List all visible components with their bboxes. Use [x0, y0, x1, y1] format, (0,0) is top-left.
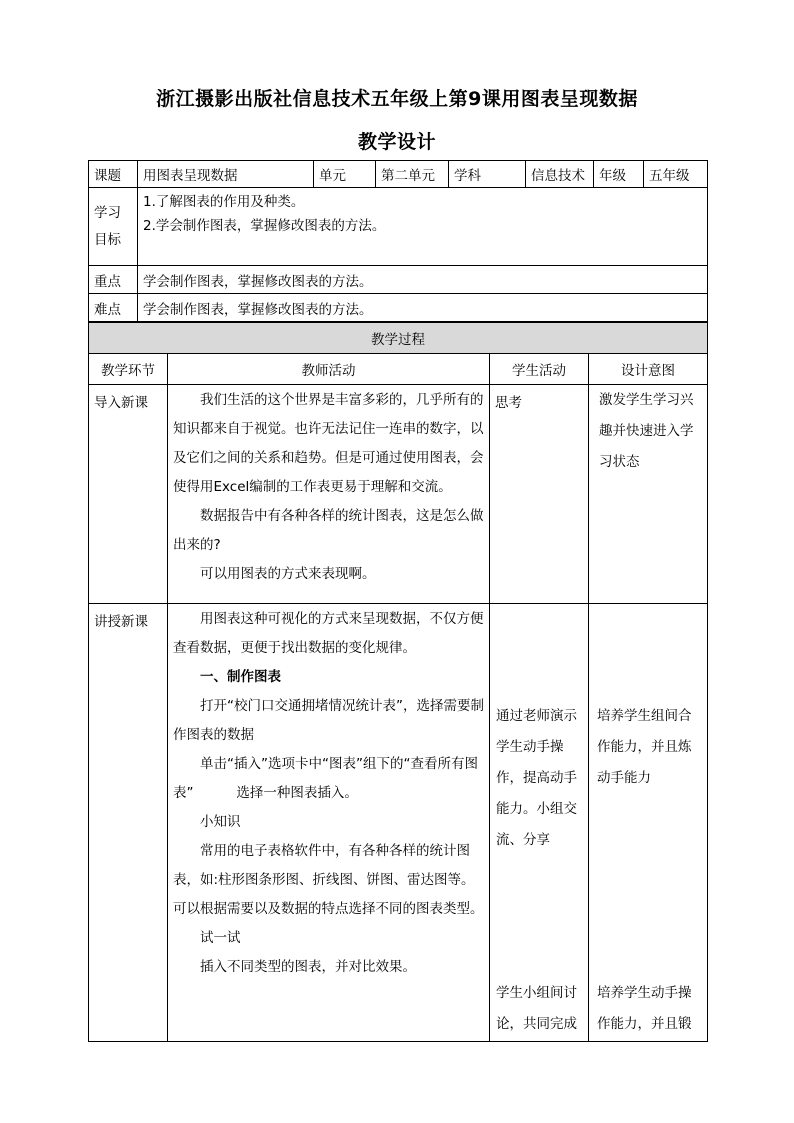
- header-stage: 教学环节: [89, 354, 168, 385]
- header-intent: 设计意图: [589, 354, 708, 385]
- lesson-paragraph: 用图表这种可视化的方式来呈现数据，不仅方便查看数据，更便于找出数据的变化规律。: [173, 611, 484, 656]
- goals-cell: [138, 188, 708, 266]
- goals-label: [89, 188, 138, 266]
- topic-row: [89, 161, 708, 188]
- grade-value: 五年级: [644, 161, 708, 188]
- document-subtitle: 教学设计: [357, 131, 436, 153]
- intro-row: [89, 385, 708, 604]
- goals-label-line1: 学习: [94, 204, 121, 221]
- goals-row: [89, 188, 708, 266]
- topic-label: 课题: [89, 161, 138, 188]
- key-value: 学会制作图表，掌握修改图表的方法。: [138, 266, 708, 294]
- process-table: [88, 322, 708, 1042]
- lesson-subheading: 试一试: [200, 930, 241, 946]
- intro-paragraph: 数据报告中有各种各样的统计图表，这是怎么做出来的?: [173, 508, 484, 553]
- goals-label-line2: 目标: [94, 231, 121, 248]
- lesson-student-activity-1: 通过老师演示学生动手操作，提高动手能力。小组交流、分享: [496, 708, 577, 848]
- lesson-stage: 讲授新课: [89, 604, 168, 1042]
- unit-value: 第二单元: [376, 161, 449, 188]
- process-section-title: 教学过程: [89, 323, 708, 354]
- intro-paragraph: 可以用图表的方式来表现啊。: [200, 566, 376, 582]
- lesson-paragraph: 插入不同类型的图表，并对比效果。: [200, 959, 416, 975]
- key-label: 重点: [89, 266, 138, 294]
- lesson-paragraph: 打开“校门口交通拥堵情况统计表”，选择需要制作图表的数据: [173, 698, 484, 743]
- intro-stage: 导入新课: [89, 385, 168, 604]
- lesson-intent-2: 培养学生动手操作能力，并且锻: [597, 985, 692, 1032]
- lesson-student-activity-2: 学生小组间讨论，共同完成: [496, 985, 577, 1032]
- lesson-teacher: [168, 604, 490, 1042]
- document-title: 浙江摄影出版社信息技术五年级上第9课用图表呈现数据: [156, 88, 638, 110]
- subject-value: 信息技术: [526, 161, 594, 188]
- grade-label: 年级: [594, 161, 644, 188]
- topic-value: 用图表呈现数据: [138, 161, 314, 188]
- difficulty-row: [89, 294, 708, 322]
- difficulty-label: 难点: [89, 294, 138, 322]
- header-teacher: 教师活动: [168, 354, 490, 385]
- header-student: 学生活动: [490, 354, 589, 385]
- lesson-heading: 一、制作图表: [200, 669, 281, 685]
- unit-label: 单元: [314, 161, 376, 188]
- lesson-student: [490, 604, 589, 1042]
- lesson-intent: [589, 604, 708, 1042]
- lesson-row: [89, 604, 708, 1042]
- subject-label: 学科: [449, 161, 526, 188]
- key-row: [89, 266, 708, 294]
- lesson-intent-1: 培养学生组间合作能力，并且炼动手能力: [597, 708, 692, 786]
- intro-student: 思考: [490, 385, 589, 604]
- intro-teacher: [168, 385, 490, 604]
- goal-item: 2.学会制作图表，掌握修改图表的方法。: [143, 218, 386, 234]
- intro-intent: 激发学生学习兴趣并快速进入学习状态: [589, 385, 708, 604]
- lesson-paragraph: 常用的电子表格软件中，有各种各样的统计图表，如:柱形图条形图、折线图、饼图、雷达图等。可以根据需要以及数据的特点选择不同的图表类型。: [173, 843, 484, 917]
- goal-item: 1.了解图表的作用及种类。: [143, 194, 305, 210]
- lesson-subheading: 小知识: [200, 814, 241, 830]
- intro-paragraph: 我们生活的这个世界是丰富多彩的，几乎所有的知识都来自于视觉。也许无法记住一连串的数字，以及它们之间的关系和趋势。但是可通过使用图表，会使得用Excel编制的工作表更易于理解和交流。: [173, 392, 484, 495]
- difficulty-value: 学会制作图表，掌握修改图表的方法。: [138, 294, 708, 322]
- process-header-row: [89, 354, 708, 385]
- lesson-paragraph: 单击“插入”选项卡中“图表”组下的“查看所有图表” 选择一种图表插入。: [173, 756, 478, 801]
- info-table: [88, 160, 708, 322]
